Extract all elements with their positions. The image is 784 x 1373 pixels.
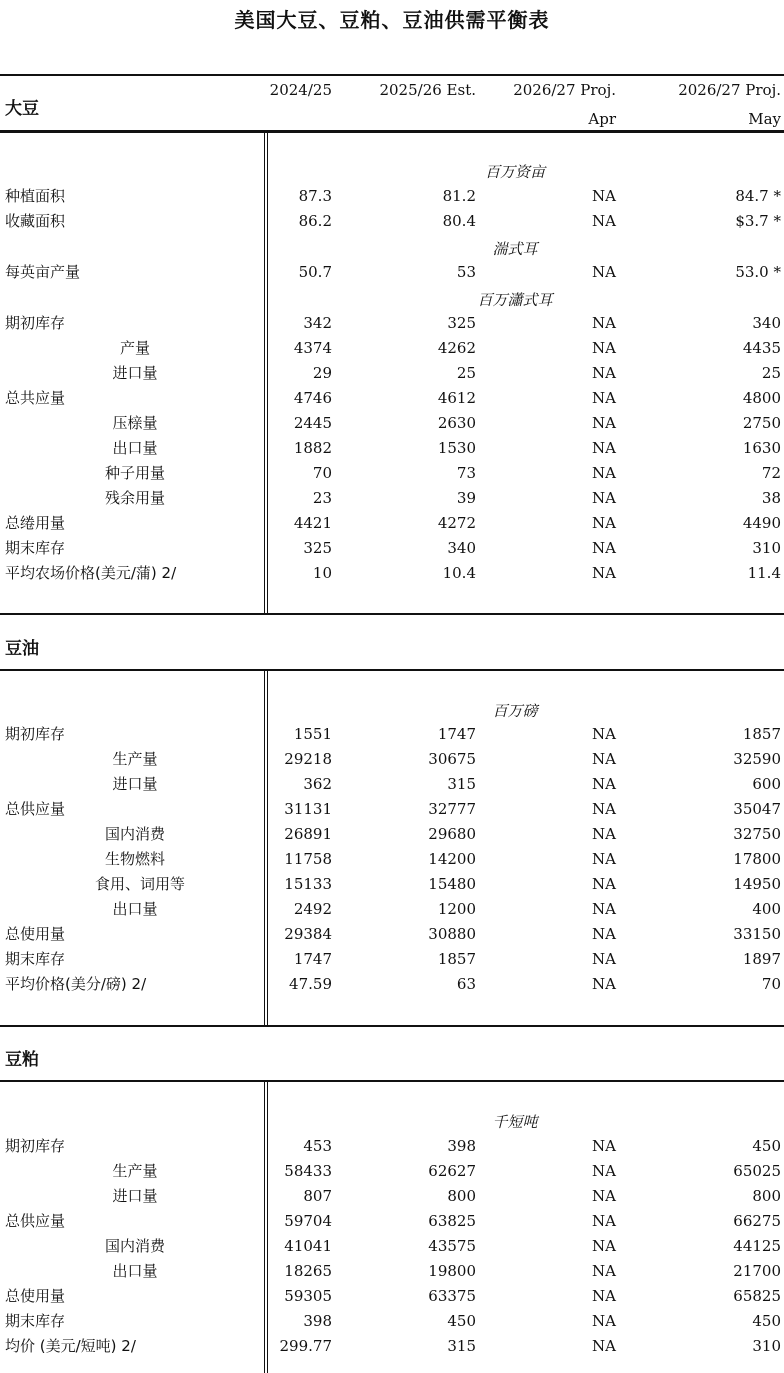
cell-2026-27-apr: NA xyxy=(592,750,616,768)
cell-2026-27-may: 33150 xyxy=(733,925,781,943)
cell-2024-25: 31131 xyxy=(284,800,332,818)
soyoil-table-row xyxy=(0,848,784,873)
row-label: 期末库存 xyxy=(5,1312,66,1330)
cell-2026-27-may: 4800 xyxy=(742,389,781,407)
soymeal-table-row xyxy=(0,1135,784,1160)
row-label: 期初库存 xyxy=(5,1137,66,1155)
cell-2026-27-apr: NA xyxy=(592,800,616,818)
cell-2026-27-apr: NA xyxy=(592,489,616,507)
row-label: 总使用量 xyxy=(5,925,66,943)
col-2026-27-may-heading: 2026/27 Proj. xyxy=(678,81,781,99)
soyoil-table-row xyxy=(0,823,784,848)
cell-2026-27-apr: NA xyxy=(592,187,616,205)
cell-2026-27-may: 310 xyxy=(752,1337,781,1355)
cell-2025-26: 450 xyxy=(447,1312,476,1330)
row-label: 总供应量 xyxy=(5,1212,66,1230)
cell-2025-26: 32777 xyxy=(428,800,476,818)
cell-2025-26: 315 xyxy=(447,775,476,793)
cell-2024-25: 15133 xyxy=(284,875,332,893)
cell-2025-26: 30880 xyxy=(428,925,476,943)
cell-2026-27-apr: NA xyxy=(592,725,616,743)
cell-2025-26: 4612 xyxy=(437,389,476,407)
soyoil-table-row xyxy=(0,948,784,973)
row-label: 期初库存 xyxy=(5,314,66,332)
cell-2024-25: 59305 xyxy=(284,1287,332,1305)
cell-2026-27-may: 450 xyxy=(752,1312,781,1330)
soyoil-table-row xyxy=(0,923,784,948)
cell-2025-26: 63375 xyxy=(428,1287,476,1305)
cell-2026-27-apr: NA xyxy=(592,514,616,532)
cell-2026-27-may: 14950 xyxy=(733,875,781,893)
cell-2026-27-apr: NA xyxy=(592,439,616,457)
cell-2026-27-may: 800 xyxy=(752,1187,781,1205)
cell-2025-26: 39 xyxy=(456,489,476,507)
row-label: 总供应量 xyxy=(5,800,66,818)
cell-2024-25: 2445 xyxy=(293,414,332,432)
soybeans-table-row xyxy=(0,362,784,387)
soymeal-table-row xyxy=(0,1160,784,1185)
cell-2024-25: 807 xyxy=(303,1187,332,1205)
cell-2024-25: 342 xyxy=(303,314,332,332)
soybeans-table-row xyxy=(0,487,784,512)
soybeans-table-row xyxy=(0,462,784,487)
cell-2026-27-may: 70 xyxy=(761,975,781,993)
cell-2025-26: 1747 xyxy=(437,725,476,743)
col-2024-25-heading: 2024/25 xyxy=(269,81,332,99)
cell-2026-27-may: 340 xyxy=(752,314,781,332)
row-label: 期初库存 xyxy=(5,725,66,743)
cell-2026-27-apr: NA xyxy=(592,414,616,432)
col-apr-subheading: Apr xyxy=(588,110,616,128)
cell-2024-25: 70 xyxy=(312,464,332,482)
cell-2026-27-apr: NA xyxy=(592,1337,616,1355)
soymeal-table-top-rule xyxy=(0,1080,784,1082)
cell-2025-26: 53 xyxy=(456,263,476,281)
cell-2024-25: 453 xyxy=(303,1137,332,1155)
cell-2026-27-apr: NA xyxy=(592,1162,616,1180)
cell-2026-27-may: 17800 xyxy=(733,850,781,868)
cell-2024-25: 29384 xyxy=(284,925,332,943)
row-label: 总使用量 xyxy=(5,1287,66,1305)
cell-2026-27-may: 65825 xyxy=(733,1287,781,1305)
cell-2024-25: 50.7 xyxy=(298,263,332,281)
soybeans-table-row xyxy=(0,185,784,210)
row-label: 平均价格(美分/磅) 2/ xyxy=(5,975,147,993)
cell-2026-27-apr: NA xyxy=(592,775,616,793)
cell-2026-27-may: 53.0 * xyxy=(735,263,781,281)
cell-2025-26: 62627 xyxy=(428,1162,476,1180)
soybeans-table-row xyxy=(0,562,784,587)
cell-2026-27-apr: NA xyxy=(592,314,616,332)
cell-2026-27-apr: NA xyxy=(592,1262,616,1280)
header-top-rule xyxy=(0,74,784,76)
soybeans-table-row xyxy=(0,412,784,437)
cell-2025-26: 325 xyxy=(447,314,476,332)
cell-2024-25: 1747 xyxy=(293,950,332,968)
soymeal-unit: 千短吨 xyxy=(492,1113,538,1131)
cell-2024-25: 58433 xyxy=(284,1162,332,1180)
cell-2026-27-apr: NA xyxy=(592,263,616,281)
soyoil-table-top-rule xyxy=(0,669,784,671)
soybeans-area-unit: 百万资亩 xyxy=(484,163,545,181)
cell-2026-27-may: 310 xyxy=(752,539,781,557)
row-label: 种植面积 xyxy=(5,187,66,205)
cell-2024-25: 11758 xyxy=(284,850,332,868)
cell-2026-27-may: 1630 xyxy=(742,439,781,457)
cell-2024-25: 398 xyxy=(303,1312,332,1330)
cell-2024-25: 29218 xyxy=(284,750,332,768)
row-label: 压榇量 xyxy=(112,414,158,432)
row-label: 期末库存 xyxy=(5,950,66,968)
cell-2024-25: 10 xyxy=(312,564,332,582)
row-label: 期末库存 xyxy=(5,539,66,557)
cell-2024-25: 4374 xyxy=(293,339,332,357)
soyoil-table-row xyxy=(0,748,784,773)
col-2026-27-apr-heading: 2026/27 Proj. xyxy=(513,81,616,99)
cell-2026-27-may: 35047 xyxy=(733,800,781,818)
cell-2026-27-may: 44125 xyxy=(733,1237,781,1255)
cell-2025-26: 800 xyxy=(447,1187,476,1205)
soymeal-table-row xyxy=(0,1210,784,1235)
soybeans-table-top-rule xyxy=(0,131,784,133)
soymeal-table-row xyxy=(0,1185,784,1210)
row-label: 种子用量 xyxy=(104,464,165,482)
row-label: 进口量 xyxy=(112,364,158,382)
cell-2026-27-may: 450 xyxy=(752,1137,781,1155)
cell-2026-27-may: 400 xyxy=(752,900,781,918)
cell-2026-27-may: 2750 xyxy=(742,414,781,432)
cell-2024-25: 23 xyxy=(312,489,332,507)
cell-2025-26: 63 xyxy=(456,975,476,993)
cell-2025-26: 10.4 xyxy=(442,564,476,582)
page-title: 美国大豆、豆粕、豆油供需平衡表 xyxy=(234,8,550,32)
soyoil-table-row xyxy=(0,898,784,923)
cell-2026-27-apr: NA xyxy=(592,1237,616,1255)
cell-2026-27-apr: NA xyxy=(592,564,616,582)
cell-2026-27-may: 38 xyxy=(761,489,781,507)
cell-2026-27-apr: NA xyxy=(592,975,616,993)
soymeal-table-row xyxy=(0,1310,784,1335)
row-label: 国内消费 xyxy=(104,1237,165,1255)
soymeal-table-row xyxy=(0,1235,784,1260)
cell-2024-25: 4421 xyxy=(293,514,332,532)
cell-2025-26: 315 xyxy=(447,1337,476,1355)
cell-2024-25: 325 xyxy=(303,539,332,557)
soybeans-table-row xyxy=(0,437,784,462)
cell-2024-25: 1551 xyxy=(293,725,332,743)
cell-2026-27-apr: NA xyxy=(592,212,616,230)
row-label: 生产量 xyxy=(112,1162,158,1180)
row-label: 平均农场价格(美元/蒲) 2/ xyxy=(5,564,177,582)
cell-2026-27-apr: NA xyxy=(592,875,616,893)
soybeans-section-label: 大豆 xyxy=(5,99,39,119)
soyoil-section-label: 豆油 xyxy=(5,639,39,659)
soybeans-table-row xyxy=(0,387,784,412)
soyoil-table-row xyxy=(0,973,784,998)
cell-2026-27-may: 11.4 xyxy=(747,564,781,582)
cell-2026-27-may: 65025 xyxy=(733,1162,781,1180)
cell-2026-27-may: 1857 xyxy=(742,725,781,743)
cell-2026-27-apr: NA xyxy=(592,850,616,868)
cell-2026-27-apr: NA xyxy=(592,364,616,382)
cell-2025-26: 25 xyxy=(456,364,476,382)
row-label: 生物燃料 xyxy=(104,850,165,868)
cell-2025-26: 80.4 xyxy=(442,212,476,230)
soybeans-table-row xyxy=(0,512,784,537)
cell-2026-27-apr: NA xyxy=(592,950,616,968)
soybeans-table-row xyxy=(0,337,784,362)
cell-2026-27-may: 66275 xyxy=(733,1212,781,1230)
row-label: 进口量 xyxy=(112,1187,158,1205)
row-label: 食用、词用等 xyxy=(95,875,186,893)
row-label: 产量 xyxy=(119,339,150,357)
soybeans-table-bottom-rule xyxy=(0,613,784,615)
cell-2026-27-may: 32750 xyxy=(733,825,781,843)
cell-2024-25: 299.77 xyxy=(279,1337,332,1355)
soyoil-table-row xyxy=(0,873,784,898)
cell-2026-27-apr: NA xyxy=(592,539,616,557)
cell-2026-27-apr: NA xyxy=(592,464,616,482)
cell-2026-27-may: 32590 xyxy=(733,750,781,768)
cell-2024-25: 86.2 xyxy=(298,212,332,230)
cell-2026-27-apr: NA xyxy=(592,925,616,943)
soymeal-table-row xyxy=(0,1335,784,1360)
cell-2026-27-may: 600 xyxy=(752,775,781,793)
cell-2025-26: 1857 xyxy=(437,950,476,968)
soybeans-volume-unit: 百万瀟式耳 xyxy=(477,291,553,309)
cell-2026-27-may: 84.7 * xyxy=(735,187,781,205)
row-label: 出口量 xyxy=(112,439,158,457)
row-label: 每英亩产量 xyxy=(5,263,81,281)
cell-2024-25: 362 xyxy=(303,775,332,793)
cell-2024-25: 41041 xyxy=(284,1237,332,1255)
cell-2025-26: 30675 xyxy=(428,750,476,768)
cell-2024-25: 59704 xyxy=(284,1212,332,1230)
cell-2026-27-may: 25 xyxy=(761,364,781,382)
cell-2024-25: 26891 xyxy=(284,825,332,843)
cell-2024-25: 4746 xyxy=(293,389,332,407)
soybeans-table-row xyxy=(0,312,784,337)
cell-2026-27-may: 4490 xyxy=(742,514,781,532)
soyoil-table-row xyxy=(0,798,784,823)
row-label: 出口量 xyxy=(112,900,158,918)
cell-2024-25: 87.3 xyxy=(298,187,332,205)
cell-2026-27-apr: NA xyxy=(592,900,616,918)
cell-2024-25: 47.59 xyxy=(289,975,332,993)
cell-2025-26: 15480 xyxy=(428,875,476,893)
cell-2026-27-apr: NA xyxy=(592,339,616,357)
cell-2025-26: 4272 xyxy=(437,514,476,532)
cell-2026-27-may: 1897 xyxy=(742,950,781,968)
cell-2026-27-apr: NA xyxy=(592,1187,616,1205)
soyoil-table-bottom-rule xyxy=(0,1025,784,1027)
soybeans-table-row xyxy=(0,537,784,562)
row-label: 出口量 xyxy=(112,1262,158,1280)
soymeal-table-row xyxy=(0,1285,784,1310)
cell-2024-25: 1882 xyxy=(293,439,332,457)
cell-2026-27-may: 72 xyxy=(761,464,781,482)
cell-2025-26: 43575 xyxy=(428,1237,476,1255)
cell-2024-25: 29 xyxy=(312,364,332,382)
row-label: 生产量 xyxy=(112,750,158,768)
cell-2026-27-may: $3.7 * xyxy=(735,212,781,230)
soybeans-yield-unit: 湍式耳 xyxy=(492,240,538,258)
row-label: 国内消费 xyxy=(104,825,165,843)
cell-2025-26: 19800 xyxy=(428,1262,476,1280)
cell-2026-27-apr: NA xyxy=(592,1212,616,1230)
cell-2025-26: 398 xyxy=(447,1137,476,1155)
cell-2025-26: 2630 xyxy=(437,414,476,432)
cell-2026-27-apr: NA xyxy=(592,825,616,843)
soyoil-unit: 百万磅 xyxy=(492,702,538,720)
soybeans-table-row xyxy=(0,261,784,286)
row-label: 进口量 xyxy=(112,775,158,793)
row-label: 均价 (美元/短吨) 2/ xyxy=(5,1337,136,1355)
cell-2025-26: 73 xyxy=(456,464,476,482)
row-label: 总绻用量 xyxy=(5,514,66,532)
soyoil-table-row xyxy=(0,723,784,748)
cell-2025-26: 29680 xyxy=(428,825,476,843)
row-label: 残余用量 xyxy=(104,489,165,507)
row-label: 总共应量 xyxy=(5,389,66,407)
cell-2025-26: 4262 xyxy=(437,339,476,357)
cell-2026-27-apr: NA xyxy=(592,1287,616,1305)
cell-2025-26: 81.2 xyxy=(442,187,476,205)
cell-2024-25: 2492 xyxy=(293,900,332,918)
cell-2025-26: 1530 xyxy=(437,439,476,457)
soybeans-table-row xyxy=(0,210,784,235)
cell-2025-26: 340 xyxy=(447,539,476,557)
cell-2025-26: 63825 xyxy=(428,1212,476,1230)
cell-2026-27-may: 21700 xyxy=(733,1262,781,1280)
soyoil-table-row xyxy=(0,773,784,798)
soymeal-section-label: 豆粕 xyxy=(5,1050,39,1070)
soymeal-table-row xyxy=(0,1260,784,1285)
cell-2026-27-apr: NA xyxy=(592,1137,616,1155)
cell-2026-27-apr: NA xyxy=(592,389,616,407)
cell-2025-26: 14200 xyxy=(428,850,476,868)
cell-2024-25: 18265 xyxy=(284,1262,332,1280)
row-label: 收藏面积 xyxy=(5,212,66,230)
col-2025-26-heading: 2025/26 Est. xyxy=(379,81,476,99)
cell-2026-27-may: 4435 xyxy=(742,339,781,357)
cell-2025-26: 1200 xyxy=(437,900,476,918)
col-may-subheading: May xyxy=(748,110,781,128)
cell-2026-27-apr: NA xyxy=(592,1312,616,1330)
